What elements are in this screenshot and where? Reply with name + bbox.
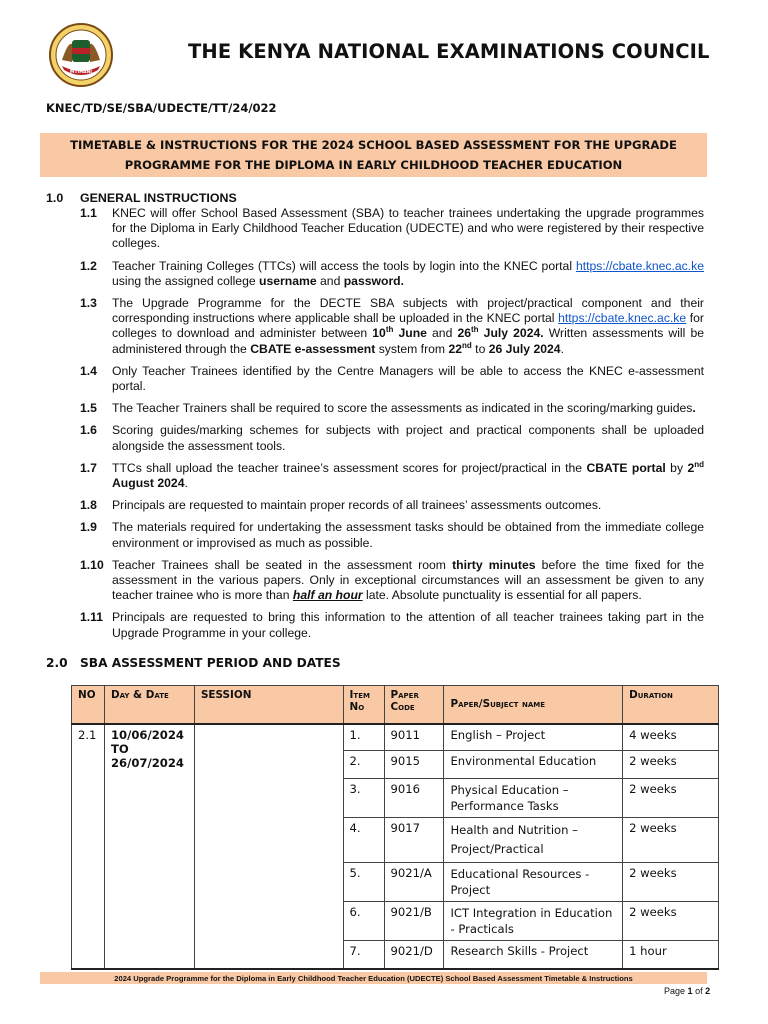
col-header-subject: Paper/Subject name	[444, 686, 623, 724]
paper-code-cell: 9015	[384, 751, 444, 779]
banner-title-line2: PROGRAMME FOR THE DIPLOMA IN EARLY CHILDHOOD TEACHER EDUCATION	[124, 158, 623, 172]
paper-code-cell: 9016	[384, 779, 444, 818]
instruction-number: 1.11	[80, 610, 104, 625]
item-number-cell: 3.	[343, 779, 384, 818]
instruction-item	[46, 461, 712, 491]
duration-cell: 2 weeks	[623, 818, 719, 863]
instruction-item	[46, 610, 712, 640]
instruction-item	[46, 206, 712, 252]
table-header-row	[72, 686, 719, 724]
subject-cell: English – Project	[444, 724, 623, 751]
instruction-text: Principals are requested to bring this information to the attention of all teacher trainees taking part in the Upgrade Programme in your college.	[112, 610, 704, 640]
instruction-number: 1.10	[80, 557, 104, 572]
item-number-cell: 2.	[343, 751, 384, 779]
instruction-text: Teacher Training Colleges (TTCs) will access the tools by login into the KNEC portal https://cbate.knec.ac.ke using the assigned college username and password.	[112, 258, 704, 288]
col-header-paper-code: Paper Code	[384, 686, 444, 724]
section-heading	[46, 190, 712, 206]
instruction-text: The Upgrade Programme for the DECTE SBA subjects with project/practical component and their corresponding instructions where applicable shall be uploaded in the KNEC portal https://cbate.knec.ac.ke for colleges to download and administer between 10th June and 26th July 2024. Written assessments will be administered through the CBATE e-assessment system from 22nd to 26 July 2024.	[112, 296, 704, 356]
instruction-item	[46, 558, 712, 604]
subject-cell: Physical Education – Performance Tasks	[444, 779, 623, 818]
item-number-cell: 1.	[343, 724, 384, 751]
assessment-period-heading	[46, 656, 341, 670]
subject-cell: Health and Nutrition – Project/Practical	[444, 818, 623, 863]
instruction-item	[46, 520, 712, 550]
col-header-item-no: Item No	[343, 686, 384, 724]
duration-cell: 2 weeks	[623, 751, 719, 779]
subject-cell: Environmental Education	[444, 751, 623, 779]
banner-title	[70, 135, 677, 175]
paper-code-cell: 9017	[384, 818, 444, 863]
instruction-text: The materials required for undertaking the assessment tasks should be obtained from the immediate college environment or improvised as much as possible.	[112, 520, 704, 550]
group-number-cell: 2.1	[72, 724, 105, 969]
knec-portal-link[interactable]: https://cbate.knec.ac.ke	[558, 311, 687, 326]
instruction-number: 1.8	[80, 498, 97, 513]
reference-number: KNEC/TD/SE/SBA/UDECTE/TT/24/022	[46, 101, 277, 115]
instruction-text: Only Teacher Trainees identified by the Centre Managers will be able to access the KNEC e-assessment portal.	[112, 363, 704, 394]
timetable-table	[71, 685, 719, 970]
instruction-number: 1.6	[80, 423, 97, 438]
session-cell	[194, 724, 343, 969]
instruction-item	[46, 498, 712, 513]
instruction-list	[46, 206, 712, 641]
duration-cell: 2 weeks	[623, 902, 719, 941]
duration-cell: 2 weeks	[623, 779, 719, 818]
subject-cell: Educational Resources - Project	[444, 863, 623, 902]
section-number: 1.0	[46, 191, 64, 205]
page-number: Page 1 of 2	[664, 986, 711, 996]
crest-motto: MTIHANI	[70, 70, 92, 75]
item-number-cell: 5.	[343, 863, 384, 902]
instruction-number: 1.2	[80, 258, 97, 273]
section-number: 2.0	[46, 656, 68, 670]
instruction-item	[46, 259, 712, 289]
section-title: GENERAL INSTRUCTIONS	[80, 191, 237, 205]
instruction-item	[46, 296, 712, 357]
date-range-cell: 10/06/2024 TO 26/07/2024	[104, 724, 194, 969]
duration-cell: 1 hour	[623, 941, 719, 969]
item-number-cell: 4.	[343, 818, 384, 863]
banner-title-line1: TIMETABLE & INSTRUCTIONS FOR THE 2024 SCHOOL BASED ASSESSMENT FOR THE UPGRADE	[70, 138, 677, 152]
instruction-text: The Teacher Trainers shall be required to score the assessments as indicated in the scoring/marking guides.	[112, 401, 696, 416]
instruction-text: Scoring guides/marking schemes for subjects with project and practical components shall be uploaded alongside the assessment tools.	[112, 423, 704, 453]
instruction-number: 1.9	[80, 520, 97, 535]
table-row	[72, 724, 719, 751]
subject-cell: ICT Integration in Education - Practicals	[444, 902, 623, 941]
instruction-text: KNEC will offer School Based Assessment (SBA) to teacher trainees undertaking the upgrade programmes for the Diploma in Early Childhood Teacher Education (UDECTE) and who were registered by their respective colleges.	[112, 206, 704, 251]
instruction-text: Principals are requested to maintain proper records of all trainees’ assessments outcomes.	[112, 498, 602, 513]
footer-band	[40, 972, 707, 984]
instruction-item	[46, 401, 712, 416]
paper-code-cell: 9021/D	[384, 941, 444, 969]
col-header-no: NO	[72, 686, 105, 724]
document-header	[46, 20, 726, 90]
instruction-number: 1.3	[80, 296, 97, 311]
instruction-text: Teacher Trainees shall be seated in the assessment room thirty minutes before the time fixed for the assessment in the various papers. Only in exceptional circumstances will an assessment be given to any teacher trainee who is more than half an hour late. Absolute punctuality is essential for all papers.	[112, 557, 704, 603]
general-instructions-section	[46, 190, 712, 648]
instruction-item	[46, 364, 712, 394]
instruction-number: 1.4	[80, 363, 97, 378]
duration-cell: 4 weeks	[623, 724, 719, 751]
instruction-number: 1.5	[80, 401, 97, 416]
organization-title: THE KENYA NATIONAL EXAMINATIONS COUNCIL	[188, 40, 710, 63]
duration-cell: 2 weeks	[623, 863, 719, 902]
instruction-item	[46, 423, 712, 453]
col-header-day-date: Day & Date	[104, 686, 194, 724]
item-number-cell: 6.	[343, 902, 384, 941]
footer-text: 2024 Upgrade Programme for the Diploma in Early Childhood Teacher Education (UDECTE) School Based Assessment Timetable & Instructions	[114, 973, 633, 983]
instruction-number: 1.7	[80, 460, 97, 475]
paper-code-cell: 9021/B	[384, 902, 444, 941]
paper-code-cell: 9021/A	[384, 863, 444, 902]
title-banner	[40, 133, 707, 177]
instruction-text: TTCs shall upload the teacher trainee’s assessment scores for project/practical in the CBATE portal by 2nd August 2024.	[112, 459, 704, 491]
instruction-number: 1.1	[80, 206, 97, 220]
col-header-duration: Duration	[623, 686, 719, 724]
knec-portal-link[interactable]: https://cbate.knec.ac.ke	[575, 258, 704, 273]
section-title: SBA ASSESSMENT PERIOD AND DATES	[80, 656, 341, 670]
subject-cell: Research Skills - Project	[444, 941, 623, 969]
knec-crest-icon	[48, 22, 114, 88]
col-header-session: SESSION	[194, 686, 343, 724]
item-number-cell: 7.	[343, 941, 384, 969]
paper-code-cell: 9011	[384, 724, 444, 751]
